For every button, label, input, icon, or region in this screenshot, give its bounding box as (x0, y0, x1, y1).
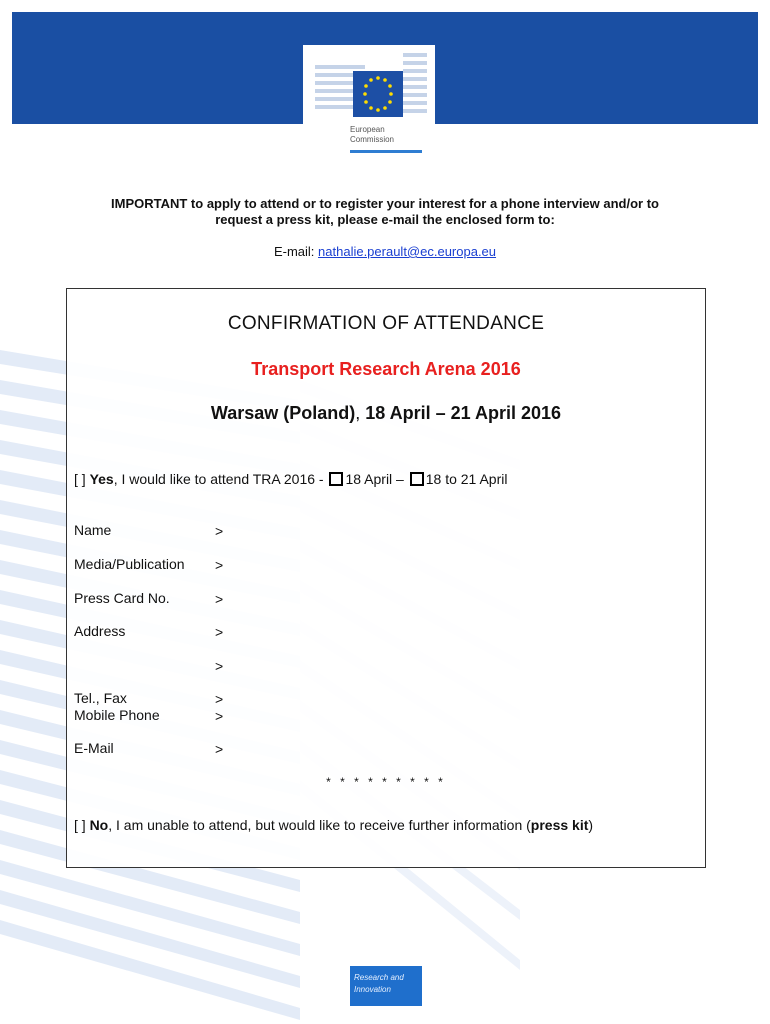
mobile-input[interactable]: > (215, 708, 224, 724)
yes-option (74, 471, 507, 487)
address-input-line2[interactable]: > (215, 658, 224, 674)
research-innovation-badge (350, 966, 422, 1006)
separator-stars: * * * * * * * * * (326, 775, 446, 789)
name-label: Name (74, 522, 112, 538)
press-kit-label: press kit (530, 817, 589, 833)
checkbox-18-april[interactable] (329, 472, 343, 486)
tel-fax-label: Tel., Fax (74, 690, 127, 706)
email-field-input[interactable]: > (215, 741, 224, 757)
location-separator: , (355, 403, 366, 423)
contact-email-line (0, 244, 770, 259)
yes-label: Yes (89, 471, 114, 487)
yes-text: , I would like to attend TRA 2016 - (113, 471, 328, 487)
badge-line1: Research and (354, 973, 404, 982)
email-label: E-mail: (273, 244, 319, 259)
mobile-label: Mobile Phone (74, 707, 160, 723)
no-option (74, 817, 593, 833)
important-line-1: IMPORTANT to apply to attend or to register your interest for a phone interview and/or to (111, 196, 659, 211)
email-field-label: E-Mail (74, 740, 114, 756)
form-title: CONFIRMATION OF ATTENDANCE (227, 313, 545, 334)
yes-bracket-checkbox[interactable]: [ ] (74, 471, 90, 487)
location: Warsaw (Poland) (210, 403, 356, 423)
name-input[interactable]: > (215, 523, 224, 539)
logo-underline (350, 150, 422, 153)
logo-caption (350, 125, 394, 145)
badge-line2: Innovation (354, 985, 391, 994)
media-input[interactable]: > (215, 557, 224, 573)
important-notice (60, 196, 710, 228)
no-close-paren: ) (588, 817, 594, 833)
important-line-2: request a press kit, please e-mail the enclosed form to: (215, 212, 555, 227)
attendance-form (66, 288, 706, 868)
event-location-dates (67, 403, 705, 424)
press-card-input[interactable]: > (215, 591, 224, 607)
no-text: , I am unable to attend, but would like to receive further information ( (108, 817, 531, 833)
option-18-to-21-april: 18 to 21 April (425, 471, 508, 487)
email-link[interactable]: nathalie.perault@ec.europa.eu (318, 244, 497, 259)
tel-fax-input[interactable]: > (215, 691, 224, 707)
checkbox-18-to-21-april[interactable] (410, 472, 424, 486)
address-label: Address (74, 623, 126, 639)
option-18-april: 18 April – (345, 471, 408, 487)
logo-caption-line1: European (350, 125, 385, 134)
event-name: Transport Research Arena 2016 (251, 359, 521, 379)
berlaymont-building-icon (303, 45, 435, 125)
no-bracket-checkbox[interactable]: [ ] (74, 817, 90, 833)
dates: 18 April – 21 April 2016 (365, 403, 562, 423)
press-card-label: Press Card No. (74, 590, 170, 606)
address-input-line1[interactable]: > (215, 624, 224, 640)
media-label: Media/Publication (74, 556, 185, 572)
no-label: No (89, 817, 109, 833)
logo-caption-line2: Commission (350, 135, 395, 144)
